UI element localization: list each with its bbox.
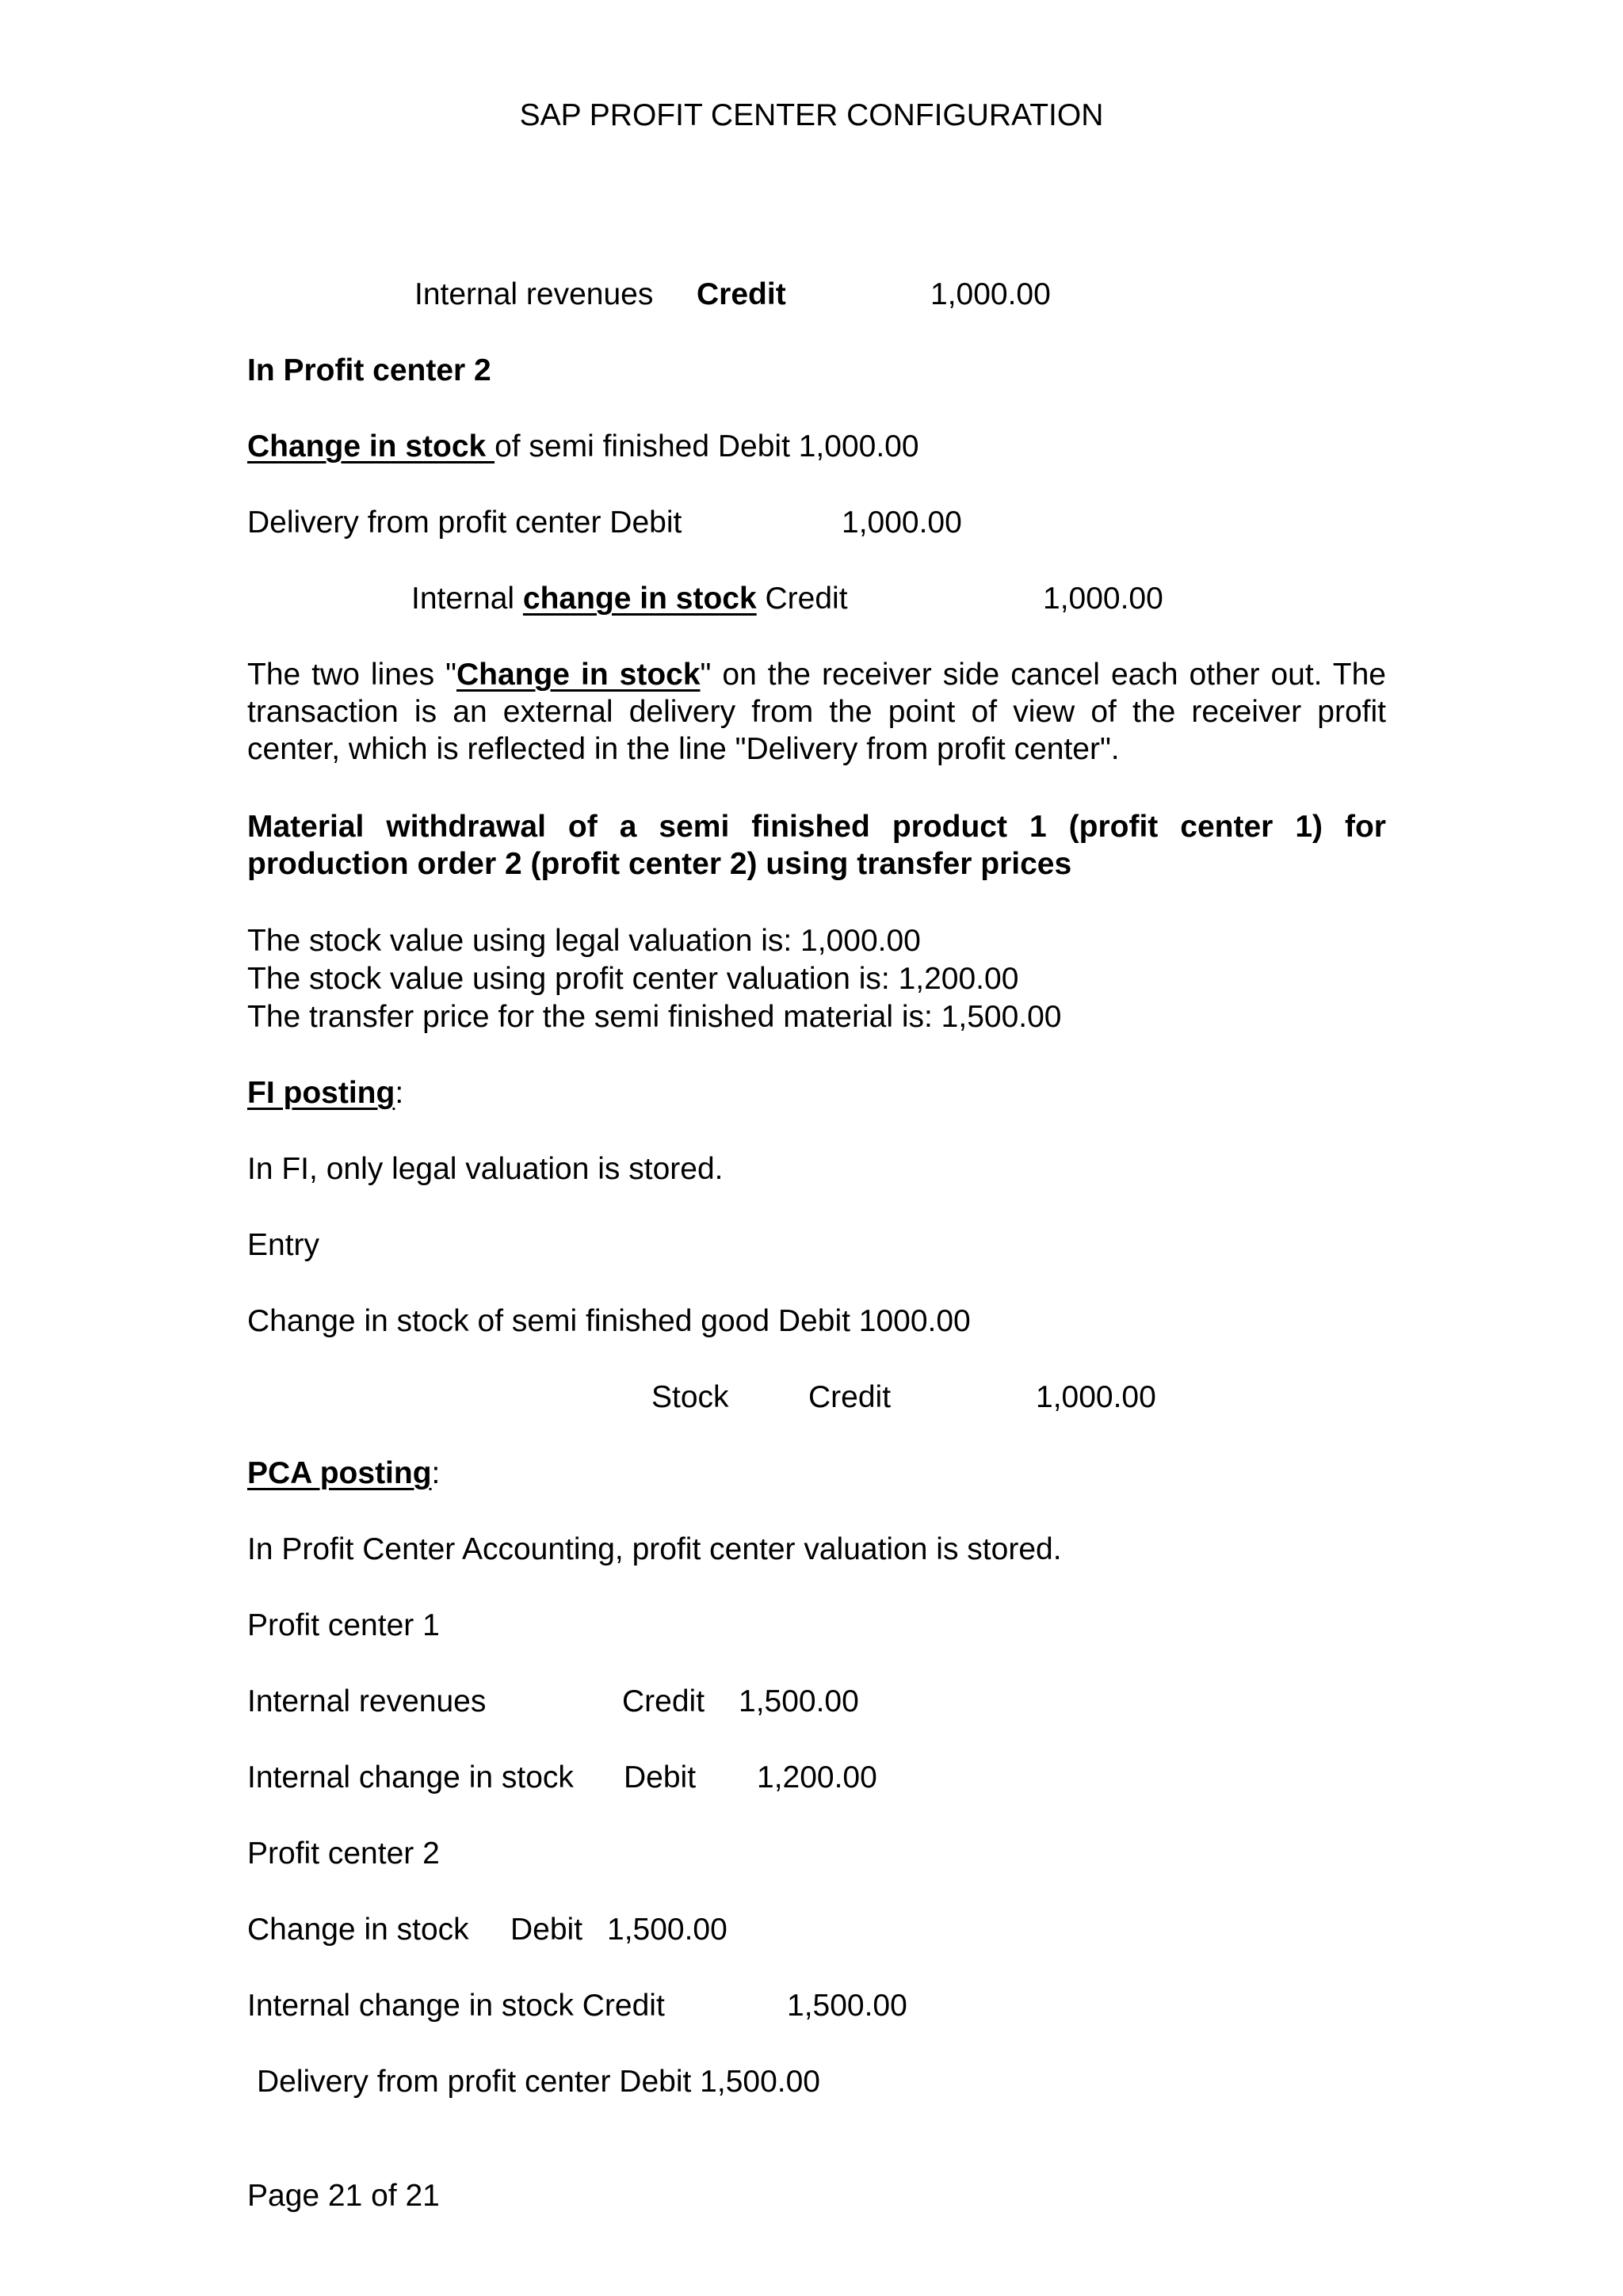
entry-label: Internal change in stock Credit <box>247 1989 665 2023</box>
paragraph-pre: The two lines " <box>247 658 456 692</box>
fi-posting-term: FI posting <box>247 1076 395 1110</box>
pc2-delivery-line: Delivery from profit center Debit 1,500.00 <box>257 2065 820 2099</box>
profit-center-2-label: Profit center 2 <box>247 1836 440 1871</box>
entry-type: Credit <box>756 582 848 616</box>
fi-note: In FI, only legal valuation is stored. <box>247 1152 724 1186</box>
entry-amount: 1,000.00 <box>842 505 962 540</box>
legal-valuation-line: The stock value using legal valuation is: 1,000.00 <box>247 924 921 958</box>
fi-posting-heading <box>247 1074 403 1112</box>
change-in-stock-term: change in stock <box>522 582 757 616</box>
entry-label <box>411 580 848 617</box>
entry-type: Credit <box>622 1684 705 1718</box>
entry-type: Debit <box>624 1760 697 1794</box>
entry-label: Change in stock <box>247 1913 469 1947</box>
profit-center-2-heading: In Profit center 2 <box>247 353 491 387</box>
pc-valuation-line: The stock value using profit center valuation is: 1,200.00 <box>247 962 1019 996</box>
entry-label-pre: Internal <box>411 582 523 616</box>
entry-label: Delivery from profit center Debit <box>247 505 682 540</box>
entry-label: Internal revenues <box>414 277 654 311</box>
fi-entry-label: Entry <box>247 1228 320 1262</box>
entry-type: Credit <box>808 1380 892 1414</box>
entry-rest: of semi finished Debit 1,000.00 <box>495 429 919 463</box>
entry-amount: 1,500.00 <box>607 1913 727 1947</box>
page-header-title: SAP PROFIT CENTER CONFIGURATION <box>519 98 1104 132</box>
entry-amount: 1,200.00 <box>757 1760 877 1794</box>
pca-posting-term: PCA posting <box>247 1456 432 1490</box>
entry-amount: 1,500.00 <box>739 1684 859 1718</box>
entry-label: Internal revenues <box>247 1684 487 1718</box>
entry-label: Internal change in stock <box>247 1760 574 1794</box>
entry-type: Debit <box>510 1913 583 1947</box>
entry-amount: 1,000.00 <box>1036 1380 1156 1414</box>
entry-amount: 1,500.00 <box>787 1989 907 2023</box>
fi-debit-line: Change in stock of semi finished good Debit 1000.00 <box>247 1304 971 1338</box>
change-in-stock-term: Change in stock <box>456 658 701 692</box>
pca-note: In Profit Center Accounting, profit center valuation is stored. <box>247 1532 1062 1566</box>
section-heading: Material withdrawal of a semi finished product 1 (profit center 1) for production order 2 (profit center 2) using transfer prices <box>247 810 1386 881</box>
explanation-paragraph <box>247 656 1386 768</box>
entry-amount: 1,000.00 <box>930 277 1051 311</box>
heading-colon: : <box>431 1456 441 1490</box>
page-number: Page 21 of 21 <box>247 2179 440 2213</box>
profit-center-1-label: Profit center 1 <box>247 1608 440 1642</box>
entry-change-in-stock <box>247 428 919 465</box>
entry-amount: 1,000.00 <box>1043 582 1163 616</box>
change-in-stock-term: Change in stock <box>247 429 495 463</box>
entry-label: Stock <box>651 1380 729 1414</box>
paragraph-post: " on the receiver side cancel each other out. The transaction is an external delivery from the point of view of the receiver profit center, which is reflected in the line "Delivery from profit center". <box>247 658 1386 766</box>
transfer-price-line: The transfer price for the semi finished material is: 1,500.00 <box>247 1000 1062 1034</box>
heading-colon: : <box>395 1076 404 1110</box>
pca-posting-heading <box>247 1455 440 1492</box>
entry-type: Credit <box>697 277 786 311</box>
